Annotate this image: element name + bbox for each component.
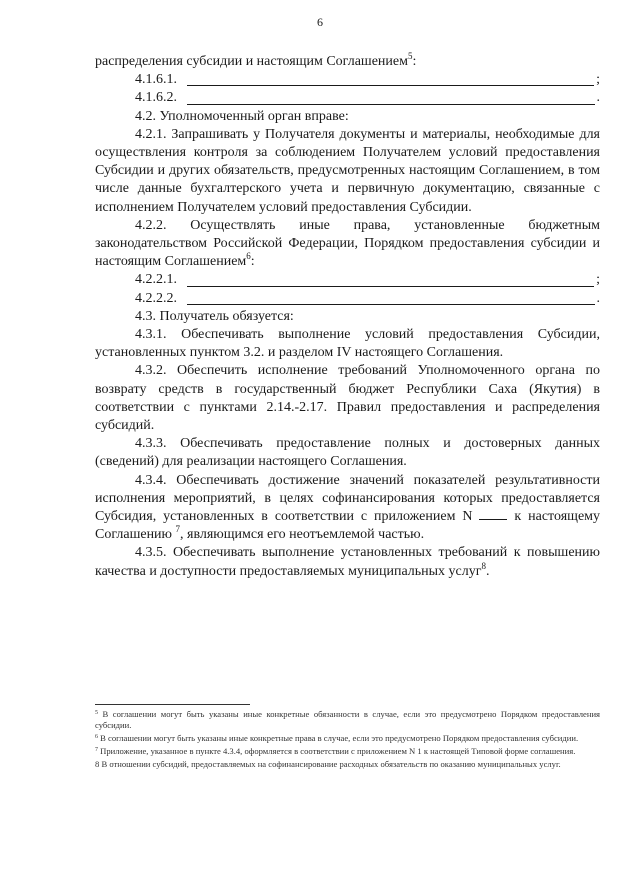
footnote-ref-5: 5 (407, 51, 413, 61)
appendix-number-blank (479, 508, 507, 520)
footnote-separator (95, 704, 250, 705)
paragraph-4-2-1: 4.2.1. Запрашивать у Получателя документы и материалы, необходимые для осуществления контроля за соблюдением Получателем условий предоставления Субсидии и других обязательств, предусмотренных настоящим Соглашением, в том числе данные бухгалтерского учета и первичную документацию, связанные с исполнением Получателем условий предоставления Субсидии. (95, 126, 600, 215)
footnote-5: $^5$ В соглашении могут быть указаны иные конкретные обязанности в случае, если это предусмотрено Порядком предоставления субсидии. (95, 709, 600, 730)
footnote-7: $^7$ Приложение, указанное в пункте 4.3.4, оформляется в соответствии с приложением N 1 к настоящей Типовой форме соглашения. (95, 746, 576, 756)
footnote-ref-7: 7 (175, 524, 181, 535)
fill-in-line (187, 72, 594, 86)
fill-in-line (187, 291, 595, 305)
footnote-ref-6: 6 (246, 251, 251, 262)
blank-item-4-2-2-2: 4.2.2.2. . (135, 290, 600, 306)
paragraph-4-3-3: 4.3.3. Обеспечивать предоставление полных и достоверных данных (сведений) для реализации настоящего Соглашения. (95, 436, 600, 470)
section-4-2-heading: 4.2. Уполномоченный орган вправе: (135, 108, 349, 124)
fill-in-line (187, 91, 595, 105)
blank-item-4-1-6-1: 4.1.6.1. ; (135, 72, 600, 88)
footnote-8: 8 В отношении субсидий, предоставляемых на софинансирование расходных обязательств по оказанию муниципальных услуг. (95, 759, 561, 769)
footnote-6: $^6$ В соглашении могут быть указаны иные конкретные права в случае, если это предусмотрено Порядком предоставления субсидии. (95, 733, 579, 743)
blank-item-4-1-6-2: 4.1.6.2. . (135, 90, 600, 106)
document-body (95, 53, 600, 581)
section-4-3-heading: 4.3. Получатель обязуется: (135, 308, 294, 324)
paragraph-continuation: распределения субсидии и настоящим Соглашением$^5$: (95, 51, 417, 69)
footnotes (95, 709, 600, 772)
blank-item-4-2-2-1: 4.2.2.1. ; (135, 272, 600, 288)
paragraph-4-2-2: 4.2.2. Осуществлять иные права, установленные бюджетным законодательством Российской Федерации, Порядком предоставления субсидии и настоящим Соглашением$^6$: (95, 217, 600, 270)
paragraph-4-3-2: 4.3.2. Обеспечить исполнение требований Уполномоченного органа по возврату средств в государственный бюджет Республики Саха (Якутия) в соответствии с пунктами 2.14.-2.17. Правил предоставления и распределения субсидий. (95, 363, 600, 434)
paragraph-4-3-5: 4.3.5. Обеспечивать выполнение установленных требований к повышению качества и доступности предоставляемых муниципальных услуг$^8$. (95, 545, 600, 579)
page-number: 6 (317, 15, 323, 29)
paragraph-4-3-1: 4.3.1. Обеспечивать выполнение условий предоставления Субсидии, установленных пунктом 3.2. и разделом IV настоящего Соглашения. (95, 327, 600, 361)
fill-in-line (187, 273, 594, 287)
footnote-ref-8: 8 (481, 560, 486, 571)
paragraph-4-3-4: 4.3.4. Обеспечивать достижение значений показателей результативности исполнения мероприятий, в целях софинансирования которых предоставляется Субсидия, установленных в соответствии с приложением N к настоящему Соглашению $^7$, являющимся его неотъемлемой частью. (95, 472, 601, 543)
